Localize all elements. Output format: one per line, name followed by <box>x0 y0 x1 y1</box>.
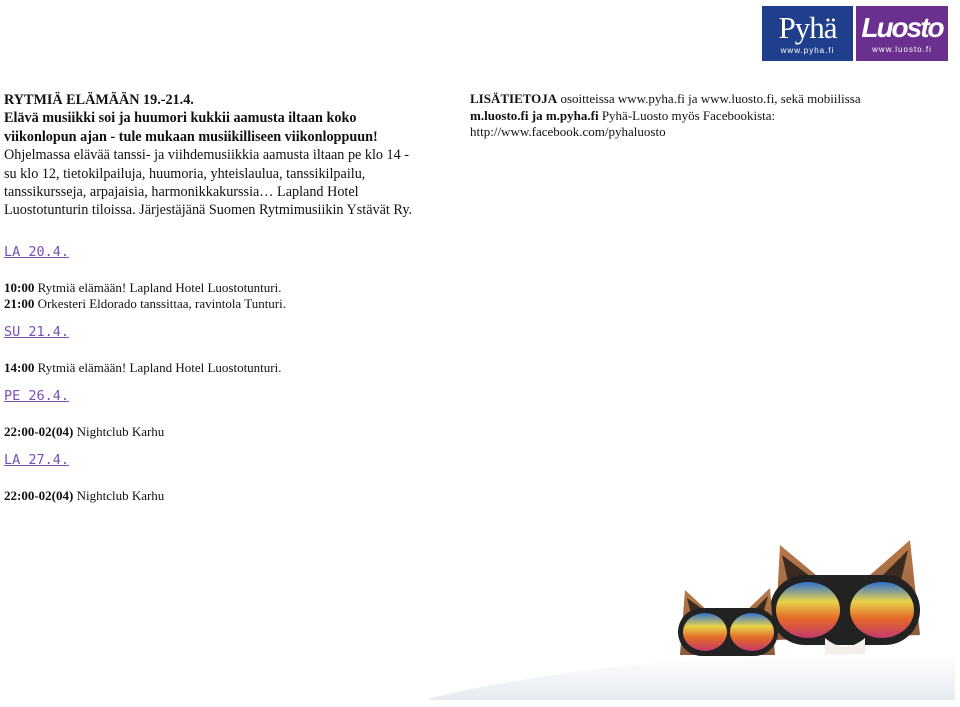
event-text: Rytmiä elämään! Lapland Hotel Luostotunturi. <box>34 360 282 375</box>
snow-bank <box>430 654 955 700</box>
info-column <box>470 91 910 141</box>
foxes-goggles-illustration <box>430 520 955 700</box>
event-time: 22:00-02(04) <box>4 424 74 439</box>
day-heading: LA 20.4. <box>4 244 70 260</box>
pyha-logo-name: Pyhä <box>778 10 837 45</box>
pyha-logo-url: www.pyha.fi <box>780 46 835 55</box>
event-time: 14:00 <box>4 360 35 375</box>
day-block-pe-26 <box>4 388 69 404</box>
event-lead: Elävä musiikki soi ja huumori kukkii aamusta iltaan koko viikonlopun ajan - tule mukaan musiikilliseen viikonloppuun! <box>4 110 378 145</box>
event-item <box>4 280 281 297</box>
event-text: Rytmiä elämään! Lapland Hotel Luostotunturi. <box>34 280 282 295</box>
day-block-la-27 <box>4 452 69 468</box>
info-mobile-sites: m.luosto.fi ja m.pyha.fi <box>470 107 599 123</box>
luosto-logo-name: Luosto <box>861 11 943 43</box>
day-heading: PE 26.4. <box>4 388 70 404</box>
info-label: LISÄTIETOJA <box>470 91 558 106</box>
day-heading: SU 21.4. <box>4 324 70 340</box>
event-text: Nightclub Karhu <box>73 424 165 439</box>
event-item <box>4 296 286 313</box>
event-time: 21:00 <box>4 296 35 311</box>
event-title: RYTMIÄ ELÄMÄÄN 19.-21.4. <box>4 92 194 108</box>
day-block-la-20 <box>4 244 69 260</box>
event-item <box>4 424 164 441</box>
big-fox <box>770 540 920 670</box>
event-item <box>4 360 281 377</box>
small-fox <box>678 588 778 656</box>
day-block-su-21 <box>4 324 69 340</box>
info-facebook-text: Pyhä-Luosto myös Facebookista: http://www.facebook.com/pyhaluosto <box>470 107 776 139</box>
event-text: Nightclub Karhu <box>73 488 165 503</box>
event-description: Ohjelmassa elävää tanssi- ja viihdemusiikkia aamusta iltaan pe klo 14 - su klo 12, tietokilpailuja, huumoria, yhteislaulua, tanssikilpailu, tanssikursseja, arpajaisia, harmonikkakurssia… Lapland Hotel Luostotunturin tiloissa. Järjestäjänä Suomen Rytmimusiikin Ystävät Ry. <box>4 147 413 219</box>
event-time: 22:00-02(04) <box>4 488 74 503</box>
intro-column <box>4 91 424 220</box>
info-text: osoitteissa www.pyha.fi ja www.luosto.fi, sekä mobiilissa <box>557 91 861 106</box>
event-time: 10:00 <box>4 280 35 295</box>
pyha-logo[interactable] <box>762 6 853 61</box>
day-heading: LA 27.4. <box>4 452 70 468</box>
event-text: Orkesteri Eldorado tanssittaa, ravintola Tunturi. <box>34 296 286 311</box>
luosto-logo-url: www.luosto.fi <box>872 44 932 54</box>
event-item <box>4 488 164 505</box>
logo-group <box>762 6 948 61</box>
luosto-logo[interactable] <box>856 6 948 61</box>
